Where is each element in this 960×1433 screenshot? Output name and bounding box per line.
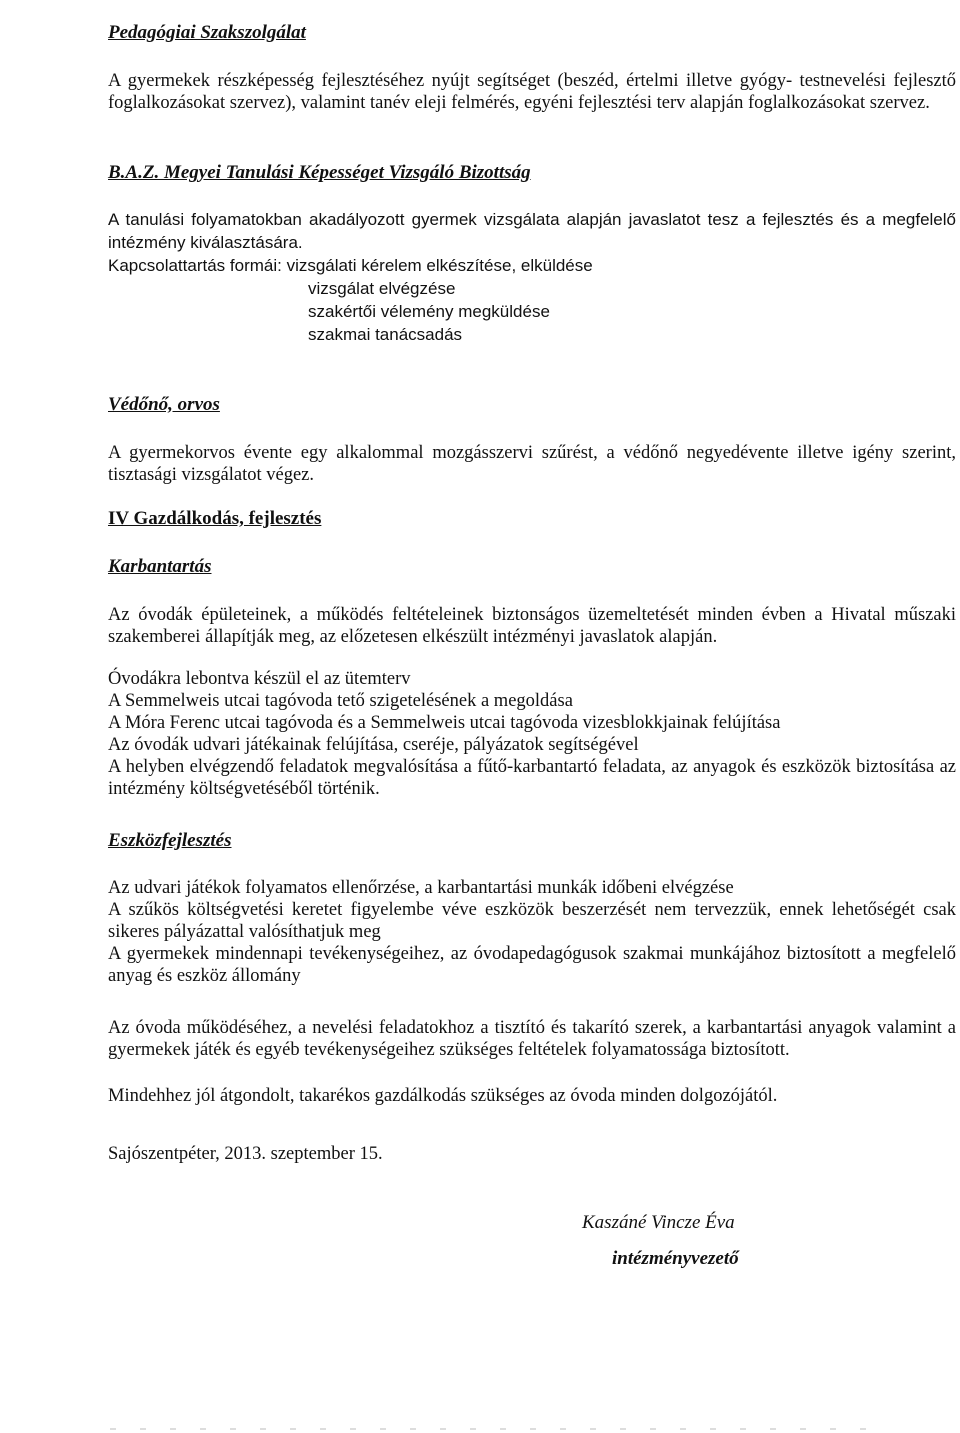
contact-forms-block — [108, 254, 956, 346]
section-heading-eszkozfejlesztes: Eszközfejlesztés — [108, 830, 232, 851]
equipment-block — [108, 877, 956, 987]
place-date: Sajószentpéter, 2013. szeptember 15. — [108, 1144, 383, 1164]
contact-item: szakmai tanácsadás — [308, 325, 463, 344]
scan-artifact — [110, 1428, 870, 1430]
paragraph-vedono: A gyermekorvos évente egy alkalommal mozgásszervi szűrést, a védőnő negyedévente illetve igény szerint, tisztasági vizsgálatot végez. — [108, 443, 956, 485]
equipment-paragraph: A gyermekek mindennapi tevékenységeihez, az óvodapedagógusok szakmai munkájához biztosított a megfelelő anyag és eszköz állomány — [108, 944, 956, 986]
paragraph-pedagogiai: A gyermekek részképesség fejlesztéséhez nyújt segítséget (beszéd, értelmi illetve gyógy- testnevelési fejlesztő foglalkozásokat szervez), valamint tanév eleji felmérés, egyéni fejlesztési terv alapján foglalkozásokat szervez. — [108, 71, 956, 113]
maintenance-list — [108, 668, 956, 800]
paragraph-baz: A tanulási folyamatokban akadályozott gyermek vizsgálata alapján javaslatot tesz a fejlesztés és a megfelelő intézmény kiválasztására. — [108, 210, 956, 252]
signatory-name: Kaszáné Vincze Éva — [582, 1212, 735, 1233]
equipment-line: Az udvari játékok folyamatos ellenőrzése, a karbantartási munkák időbeni elvégzése — [108, 878, 734, 898]
section-heading-baz: B.A.Z. Megyei Tanulási Képességet Vizsgáló Bizottság — [108, 162, 531, 183]
paragraph-karbantartas: Az óvodák épületeinek, a működés feltételeinek biztonságos üzemeltetését minden évben a Hivatal műszaki szakemberei állapítják meg, az előzetesen elkészült intézményi javaslatok alapján. — [108, 605, 956, 647]
contact-forms-label: Kapcsolattartás formái: vizsgálati kérelem elkészítése, elküldése — [108, 256, 593, 275]
signatory-title: intézményvezető — [612, 1248, 739, 1269]
list-item: A helyben elvégzendő feladatok megvalósítása a fűtő-karbantartó feladata, az anyagok és eszközök biztosítása az intézmény költségvetéséből történik. — [108, 757, 956, 799]
section-heading-gazdalkodas: IV Gazdálkodás, fejlesztés — [108, 508, 322, 529]
contact-item: vizsgálat elvégzése — [308, 279, 456, 298]
section-heading-karbantartas: Karbantartás — [108, 556, 212, 577]
list-item: A Semmelweis utcai tagóvoda tető szigetelésének a megoldása — [108, 691, 573, 711]
list-item: Az óvodák udvari játékainak felújítása, cseréje, pályázatok segítségével — [108, 735, 639, 755]
contact-item: szakértői vélemény megküldése — [308, 302, 550, 321]
equipment-paragraph: A szűkös költségvetési keretet figyelembe véve eszközök beszerzését nem tervezzük, ennek lehetőségét csak sikeres pályázattal valósíthatjuk meg — [108, 900, 956, 942]
closing-paragraph: Az óvoda működéséhez, a nevelési feladatokhoz a tisztító és takarító szerek, a karbantartási anyagok valamint a gyermekek játék és egyéb tevékenységeihez szükséges feltételek folyamatossága biztosított. — [108, 1018, 956, 1060]
list-item: A Móra Ferenc utcai tagóvoda és a Semmelweis utcai tagóvoda vizesblokkjainak felújítása — [108, 713, 781, 733]
section-heading-vedono: Védőnő, orvos — [108, 394, 220, 415]
closing-sentence: Mindehhez jól átgondolt, takarékos gazdálkodás szükséges az óvoda minden dolgozójától. — [108, 1086, 778, 1106]
section-heading-pedagogiai: Pedagógiai Szakszolgálat — [108, 22, 306, 43]
list-item: Óvodákra lebontva készül el az ütemterv — [108, 669, 411, 689]
